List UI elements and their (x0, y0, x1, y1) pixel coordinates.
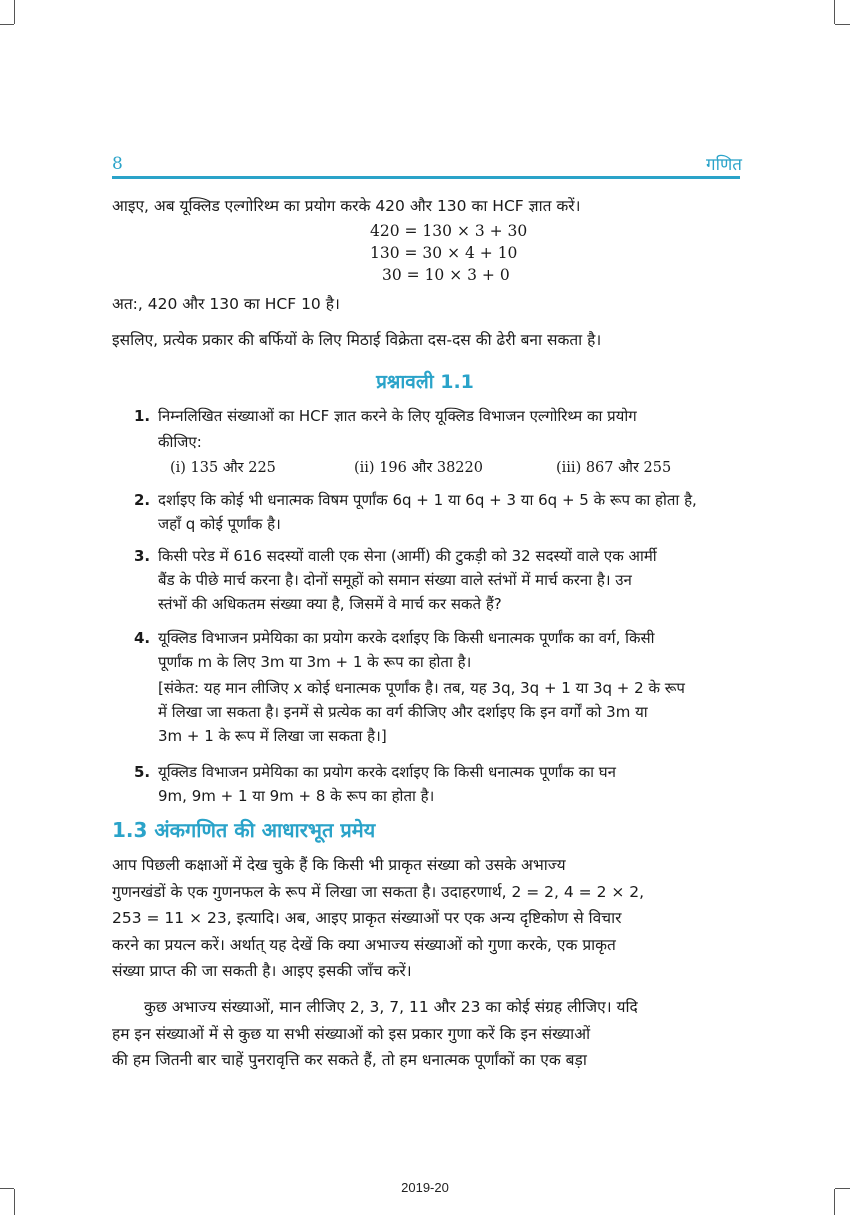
question-text: पूर्णांक m के लिए 3m या 3m + 1 के रूप का होता है। (158, 653, 472, 671)
crop-mark (0, 24, 14, 25)
question-number: 3. (134, 547, 151, 565)
question-text: कीजिए: (158, 433, 202, 451)
paragraph-2 (112, 994, 740, 1074)
question-text: यूक्लिड विभाजन प्रमेयिका का प्रयोग करके दर्शाइए कि किसी धनात्मक पूर्णांक का घन (158, 763, 616, 781)
header-rule (112, 176, 740, 179)
paragraph-line: आप पिछली कक्षाओं में देख चुके हैं कि किसी भी प्राकृत संख्या को उसके अभाज्य (112, 856, 566, 874)
paragraph-line: कुछ अभाज्य संख्याओं, मान लीजिए 2, 3, 7, 11 और 23 का कोई संग्रह लीजिए। यदि (144, 998, 638, 1016)
question-text: जहाँ q कोई पूर्णांक है। (158, 515, 281, 533)
paragraph-line: 253 = 11 × 23, इत्यादि। अब, आइए प्राकृत संख्याओं पर एक अन्य दृष्टिकोण से विचार (112, 909, 622, 927)
subpart: (iii) 867 और 255 (556, 460, 672, 476)
question-hint: 3m + 1 के रूप में लिखा जा सकता है।] (158, 727, 387, 745)
paragraph-line: करने का प्रयत्न करें। अर्थात् यह देखें कि क्या अभाज्य संख्याओं को गुणा करके, एक प्राकृत (112, 935, 616, 954)
question-hint: [संकेत: यह मान लीजिए x कोई धनात्मक पूर्णांक है। तब, यह 3q, 3q + 1 या 3q + 2 के रूप (158, 679, 685, 697)
equation-line: 130 = 30 × 4 + 10 (370, 244, 518, 262)
page-number: 8 (112, 154, 123, 174)
exercise-title: प्रश्नावली 1.1 (376, 371, 474, 393)
crop-mark (835, 24, 850, 25)
paragraph-line: की हम जितनी बार चाहें पुनरावृत्ति कर सकते हैं, तो हम धनात्मक पूर्णांकों का एक बड़ा (112, 1051, 587, 1069)
question-number: 2. (134, 491, 151, 509)
running-title: गणित (706, 155, 742, 175)
question-text: 9m, 9m + 1 या 9m + 8 के रूप का होता है। (158, 787, 435, 805)
question-hint: में लिखा जा सकता है। इनमें से प्रत्येक का वर्ग कीजिए और दर्शाइए कि इन वर्गों को 3m या (158, 703, 648, 721)
intro-result: अत:, 420 और 130 का HCF 10 है। (112, 295, 340, 313)
equation-line: 420 = 130 × 3 + 30 (370, 222, 528, 240)
question-number: 1. (134, 407, 151, 425)
subpart: (i) 135 और 225 (170, 460, 276, 476)
crop-mark (834, 0, 835, 24)
intro-conclusion: इसलिए, प्रत्येक प्रकार की बर्फियों के लिए मिठाई विक्रेता दस-दस की ढेरी बना सकता है। (112, 331, 602, 349)
question-text: स्तंभों की अधिकतम संख्या क्या है, जिसमें वे मार्च कर सकते हैं? (158, 595, 502, 613)
footer-year: 2019-20 (401, 1180, 449, 1195)
question-text: बैंड के पीछे मार्च करना है। दोनों समूहों को समान संख्या वाले स्तंभों में मार्च करना है। उन (158, 571, 632, 589)
question-text: दर्शाइए कि कोई भी धनात्मक विषम पूर्णांक 6q + 1 या 6q + 3 या 6q + 5 के रूप का होता है, (158, 491, 697, 509)
paragraph-line: संख्या प्राप्त की जा सकती है। आइए इसकी जाँच करें। (112, 962, 412, 980)
equation-line: 30 = 10 × 3 + 0 (382, 266, 510, 284)
section-heading: 1.3 अंकगणित की आधारभूत प्रमेय (112, 818, 376, 842)
crop-mark (14, 0, 15, 24)
question-text: किसी परेड में 616 सदस्यों वाली एक सेना (आर्मी) की टुकड़ी को 32 सदस्यों वाले एक आर्मी (158, 547, 657, 565)
paragraph-line: हम इन संख्याओं में से कुछ या सभी संख्याओं को इस प्रकार गुणा करें कि इन संख्याओं (112, 1024, 591, 1043)
question-number: 4. (134, 629, 151, 647)
question-text: यूक्लिड विभाजन प्रमेयिका का प्रयोग करके दर्शाइए कि किसी धनात्मक पूर्णांक का वर्ग, किसी (158, 629, 655, 647)
subpart: (ii) 196 और 38220 (354, 460, 483, 476)
question-number: 5. (134, 763, 151, 781)
paragraph-line: गुणनखंडों के एक गुणनफल के रूप में लिखा जा सकता है। उदाहरणार्थ, 2 = 2, 4 = 2 × 2, (112, 882, 645, 901)
question-text: निम्नलिखित संख्याओं का HCF ज्ञात करने के लिए यूक्लिड विभाजन एल्गोरिथ्म का प्रयोग (158, 407, 637, 425)
paragraph-1 (112, 852, 740, 985)
intro-lead: आइए, अब यूक्लिड एल्गोरिथ्म का प्रयोग करके 420 और 130 का HCF ज्ञात करें। (112, 197, 581, 215)
